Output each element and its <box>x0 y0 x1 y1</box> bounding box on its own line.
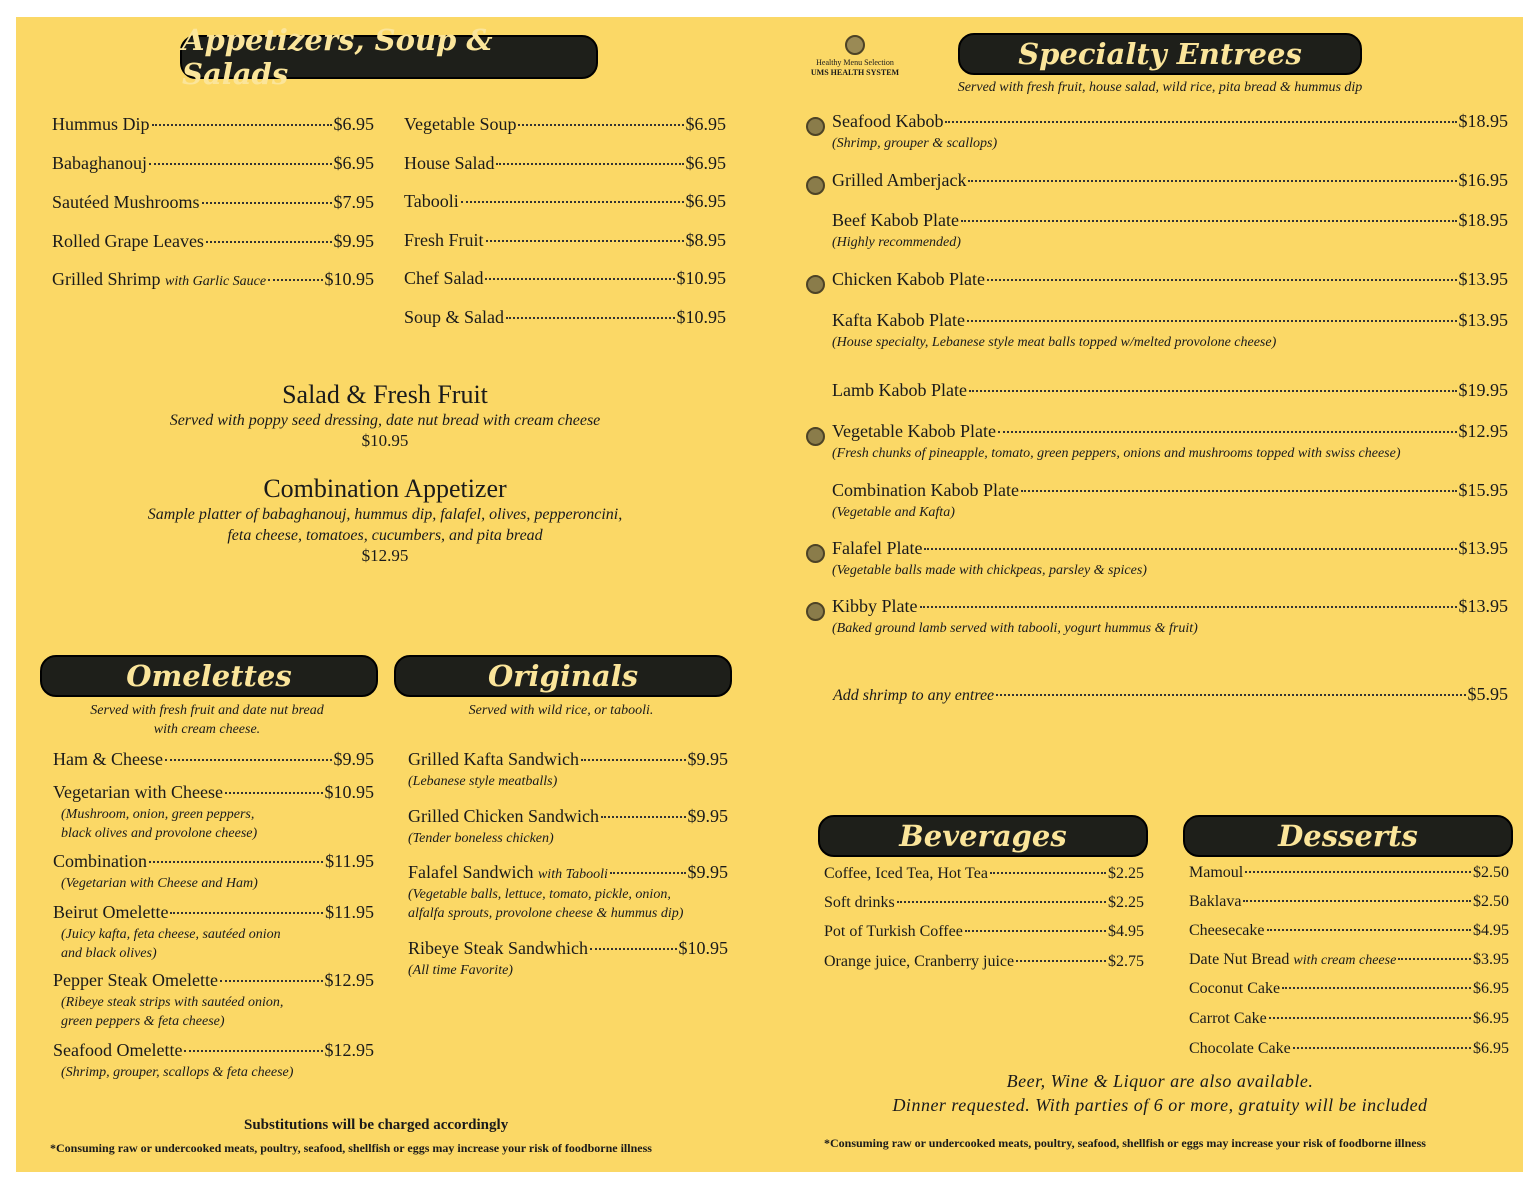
leader-dots <box>1267 929 1471 931</box>
omelette-item <box>53 902 374 923</box>
leader-dots <box>610 872 686 874</box>
combination-appetizer <box>70 474 700 566</box>
item-name <box>824 923 963 941</box>
item-description: alfalfa sprouts, provolone cheese & hummus dip) <box>408 906 684 921</box>
healthy-seal-icon <box>806 275 825 294</box>
item-price: $6.95 <box>333 153 374 173</box>
leader-dots <box>184 1050 322 1052</box>
item-name-text: Grilled Amberjack <box>832 170 967 190</box>
item-name-text: Soup & Salad <box>404 307 505 327</box>
leader-dots <box>1293 1047 1471 1049</box>
leader-dots <box>461 201 684 203</box>
leader-dots <box>601 816 686 818</box>
item-name-text: House Salad <box>404 153 495 173</box>
leader-dots <box>506 317 674 319</box>
item-name-text: Chocolate Cake <box>1189 1040 1291 1057</box>
item-name <box>404 153 494 174</box>
item-name-text: Baklava <box>1189 893 1242 910</box>
item-description: (Shrimp, grouper, scallops & feta cheese) <box>61 1065 294 1080</box>
item-name-text: Coffee, Iced Tea, Hot Tea <box>824 865 988 882</box>
appetizer-item <box>52 192 374 213</box>
item-price: $13.95 <box>1458 538 1508 558</box>
item-name <box>832 111 943 132</box>
dessert-item <box>1189 951 1509 969</box>
item-name <box>832 380 967 401</box>
item-price: $11.95 <box>325 851 374 871</box>
original-item <box>408 806 728 827</box>
item-description: black olives and provolone cheese) <box>61 826 258 841</box>
leader-dots <box>165 759 332 761</box>
dessert-item <box>1189 922 1509 940</box>
soup-salad-item <box>404 153 726 174</box>
item-description: (Vegetable balls, lettuce, tomato, pickle, onion, <box>408 887 671 902</box>
item-name-text: Grilled Chicken Sandwich <box>408 806 599 826</box>
leader-dots <box>485 278 674 280</box>
item-description: (Tender boneless chicken) <box>408 831 554 846</box>
leader-dots <box>924 548 1456 550</box>
item-name <box>824 865 988 883</box>
leader-dots <box>1398 958 1471 960</box>
item-price: $2.25 <box>1108 865 1144 882</box>
item-name-text: Beirut Omelette <box>53 902 169 922</box>
combination-appetizer-desc-2: feta cheese, tomatoes, cucumbers, and pita bread <box>227 527 543 544</box>
entree-item <box>832 596 1508 617</box>
leader-dots <box>149 861 323 863</box>
leader-dots <box>1021 490 1457 492</box>
item-price: $9.95 <box>333 749 374 769</box>
item-name <box>1189 893 1241 911</box>
leader-dots <box>1282 987 1471 989</box>
item-price: $6.95 <box>685 114 726 134</box>
closing-line-1: Beer, Wine & Liquor are also available. <box>1006 1071 1314 1091</box>
item-name <box>408 938 588 959</box>
closing-line-2: Dinner requested. With parties of 6 or more, gratuity will be included <box>892 1095 1428 1115</box>
entree-item <box>832 210 1508 231</box>
item-name-text: Chicken Kabob Plate <box>832 269 985 289</box>
item-description: (Mushroom, onion, green peppers, <box>61 807 255 822</box>
item-price: $9.95 <box>687 862 728 882</box>
leader-dots <box>206 241 332 243</box>
item-name <box>1189 922 1265 940</box>
item-name <box>53 1040 182 1061</box>
item-name <box>52 269 266 290</box>
item-price: $12.95 <box>324 970 374 990</box>
leader-dots <box>149 163 332 165</box>
omelettes-header: Omelettes <box>40 655 378 697</box>
item-name-text: Pot of Turkish Coffee <box>824 923 963 940</box>
item-name-extra: with Tabooli <box>537 867 608 882</box>
item-name <box>1189 1010 1267 1028</box>
item-price: $2.50 <box>1473 864 1509 881</box>
item-name <box>832 480 1019 501</box>
item-name <box>408 806 599 827</box>
entree-item <box>832 421 1508 442</box>
beverage-item <box>824 894 1144 912</box>
leader-dots <box>202 202 332 204</box>
original-item <box>408 938 728 959</box>
leader-dots <box>152 124 332 126</box>
item-name-text: Babaghanouj <box>52 153 147 173</box>
item-price: $6.95 <box>1473 980 1509 997</box>
original-item <box>408 862 728 883</box>
appetizer-item <box>52 269 374 290</box>
item-description: (Fresh chunks of pineapple, tomato, green peppers, onions and mushrooms topped with swiss cheese) <box>832 446 1401 461</box>
item-price: $18.95 <box>1458 111 1508 131</box>
dessert-item <box>1189 1040 1509 1058</box>
leader-dots <box>268 279 322 281</box>
leader-dots <box>996 694 1465 696</box>
leader-dots <box>1243 900 1471 902</box>
item-name-text: Combination <box>53 851 147 871</box>
item-description: green peppers & feta cheese) <box>61 1014 225 1029</box>
item-name <box>52 114 150 135</box>
dessert-item <box>1189 893 1509 911</box>
entree-item <box>832 480 1508 501</box>
leader-dots <box>225 792 323 794</box>
item-name-text: Carrot Cake <box>1189 1010 1267 1027</box>
omelettes-subtitle-1: Served with fresh fruit and date nut bread <box>90 703 324 718</box>
item-price: $9.95 <box>333 231 374 251</box>
healthy-seal-icon <box>845 35 865 55</box>
item-name <box>832 421 996 442</box>
substitutions-note: Substitutions will be charged accordingly <box>244 1117 509 1133</box>
omelette-item <box>53 1040 374 1061</box>
salad-fresh-fruit-title: Salad & Fresh Fruit <box>282 380 488 409</box>
item-name <box>53 851 147 872</box>
item-name-text: Tabooli <box>404 191 459 211</box>
closing-note <box>820 1069 1500 1117</box>
item-price: $2.75 <box>1108 953 1144 970</box>
specialty-entrees-subtitle: Served with fresh fruit, house salad, wild rice, pita bread & hummus dip <box>957 80 1363 95</box>
combination-appetizer-desc-1: Sample platter of babaghanouj, hummus dip, falafel, olives, pepperoncini, <box>147 506 623 523</box>
omelette-item <box>53 782 374 803</box>
item-price: $16.95 <box>1458 170 1508 190</box>
entree-item <box>832 310 1508 331</box>
item-price: $10.95 <box>676 307 726 327</box>
combination-appetizer-price: $12.95 <box>361 546 409 565</box>
item-description: (Vegetable and Kafta) <box>832 505 955 520</box>
item-name <box>1189 864 1243 882</box>
foodborne-warning-left: *Consuming raw or undercooked meats, poultry, seafood, shellfish or eggs may increase your risk of foodborne illness <box>50 1141 652 1155</box>
item-name <box>832 210 959 231</box>
item-name-text: Ham & Cheese <box>53 749 163 769</box>
item-name <box>52 192 200 213</box>
item-name-text: Seafood Omelette <box>53 1040 183 1060</box>
item-name <box>824 953 1014 971</box>
item-description: (Juicy kafta, feta cheese, sautéed onion <box>61 927 281 942</box>
item-name-text: Orange juice, Cranberry juice <box>824 953 1015 970</box>
omelette-item <box>53 970 374 991</box>
item-price: $2.50 <box>1473 893 1509 910</box>
item-price: $6.95 <box>1473 1040 1509 1057</box>
salad-fresh-fruit <box>100 380 670 451</box>
item-price: $3.95 <box>1473 951 1509 968</box>
item-price: $6.95 <box>1473 1010 1509 1027</box>
item-price: $18.95 <box>1458 210 1508 230</box>
item-price: $12.95 <box>324 1040 374 1060</box>
item-name-text: Grilled Shrimp <box>52 269 161 289</box>
healthy-menu-logo <box>800 35 910 78</box>
item-price: $13.95 <box>1458 269 1508 289</box>
item-name <box>1189 980 1280 998</box>
item-name-extra: with Garlic Sauce <box>165 274 267 289</box>
entree-item <box>832 380 1508 401</box>
entree-item <box>832 170 1508 191</box>
leader-dots <box>961 220 1457 222</box>
beverage-item <box>824 923 1144 941</box>
addon-shrimp-price: $5.95 <box>1467 684 1508 704</box>
item-description: (Baked ground lamb served with tabooli, yogurt hummus & fruit) <box>832 621 1198 636</box>
item-price: $13.95 <box>1458 596 1508 616</box>
item-name-text: Chef Salad <box>404 268 484 288</box>
item-price: $11.95 <box>325 902 374 922</box>
item-description: (Shrimp, grouper & scallops) <box>832 136 998 151</box>
item-name <box>832 310 965 331</box>
item-name <box>404 307 504 328</box>
omelettes-subtitle-2: with cream cheese. <box>153 722 261 737</box>
leader-dots <box>518 124 683 126</box>
appetizer-item <box>52 153 374 174</box>
item-description: (House specialty, Lebanese style meat balls topped w/melted provolone cheese) <box>832 335 1277 350</box>
item-name <box>52 153 147 174</box>
leader-dots <box>969 390 1457 392</box>
item-name-text: Ribeye Steak Sandwhich <box>408 938 588 958</box>
item-name-text: Fresh Fruit <box>404 230 484 250</box>
item-price: $15.95 <box>1458 480 1508 500</box>
item-name-text: Pepper Steak Omelette <box>53 970 218 990</box>
leader-dots <box>1269 1017 1471 1019</box>
leader-dots <box>220 980 323 982</box>
item-name-text: Falafel Plate <box>832 538 923 558</box>
omelette-item <box>53 851 374 872</box>
entree-item <box>832 111 1508 132</box>
leader-dots <box>486 240 684 242</box>
item-name-text: Beef Kabob Plate <box>832 210 959 230</box>
item-name <box>832 538 922 559</box>
item-name <box>832 269 985 290</box>
item-name <box>52 231 204 252</box>
item-price: $19.95 <box>1458 380 1508 400</box>
item-name <box>404 191 459 212</box>
item-name <box>832 170 966 191</box>
item-description: (Vegetable balls made with chickpeas, parsley & spices) <box>832 563 1147 578</box>
omelette-item <box>53 749 374 770</box>
healthy-seal-icon <box>806 117 825 136</box>
item-name-text: Falafel Sandwich <box>408 862 534 882</box>
logo-line-1: Healthy Menu Selection <box>816 58 894 67</box>
item-description: (Highly recommended) <box>832 235 961 250</box>
appetizer-item <box>52 231 374 252</box>
leader-dots <box>1016 960 1106 962</box>
item-price: $10.95 <box>324 269 374 289</box>
leader-dots <box>998 431 1457 433</box>
original-item <box>408 749 728 770</box>
beverage-item <box>824 865 1144 883</box>
item-name-text: Soft drinks <box>824 894 895 911</box>
item-name-text: Vegetable Soup <box>404 114 517 134</box>
item-price: $8.95 <box>685 230 726 250</box>
soup-salad-item <box>404 268 726 289</box>
soup-salad-item <box>404 114 726 135</box>
leader-dots <box>965 930 1106 932</box>
originals-subtitle: Served with wild rice, or tabooli. <box>468 703 654 718</box>
leader-dots <box>496 163 683 165</box>
item-name-text: Kibby Plate <box>832 596 918 616</box>
healthy-seal-icon <box>806 602 825 621</box>
item-name-text: Vegetarian with Cheese <box>53 782 223 802</box>
item-name-text: Vegetable Kabob Plate <box>832 421 996 441</box>
appetizers-header: Appetizers, Soup & Salads <box>180 35 598 79</box>
dessert-item <box>1189 1010 1509 1028</box>
leader-dots <box>987 279 1457 281</box>
healthy-seal-icon <box>806 176 825 195</box>
leader-dots <box>990 872 1106 874</box>
item-name <box>53 749 163 770</box>
item-price: $4.95 <box>1108 923 1144 940</box>
soup-salad-item <box>404 230 726 251</box>
item-name <box>408 749 579 770</box>
item-name-text: Cheesecake <box>1189 922 1265 939</box>
soup-salad-item <box>404 191 726 212</box>
leader-dots <box>967 320 1457 322</box>
leader-dots <box>1245 871 1471 873</box>
entree-item <box>832 269 1508 290</box>
item-name-text: Sautéed Mushrooms <box>52 192 200 212</box>
item-description: (Lebanese style meatballs) <box>408 774 558 789</box>
leader-dots <box>590 948 677 950</box>
item-name-text: Mamoul <box>1189 864 1244 881</box>
item-price: $10.95 <box>678 938 728 958</box>
appetizer-item <box>52 114 374 135</box>
item-name <box>404 114 516 135</box>
item-name <box>1189 1040 1291 1058</box>
item-price: $12.95 <box>1458 421 1508 441</box>
item-description: (All time Favorite) <box>408 963 513 978</box>
dessert-item <box>1189 980 1509 998</box>
item-name <box>1189 951 1396 969</box>
entree-item <box>832 538 1508 559</box>
item-name <box>832 596 918 617</box>
item-description: (Ribeye steak strips with sautéed onion, <box>61 995 284 1010</box>
leader-dots <box>920 606 1457 608</box>
desserts-header: Desserts <box>1183 815 1513 857</box>
item-price: $13.95 <box>1458 310 1508 330</box>
item-name <box>404 230 484 251</box>
combination-appetizer-title: Combination Appetizer <box>263 474 507 503</box>
salad-fresh-fruit-price: $10.95 <box>361 431 409 450</box>
item-price: $10.95 <box>324 782 374 802</box>
item-name-text: Date Nut Bread <box>1189 951 1290 968</box>
leader-dots <box>897 901 1106 903</box>
healthy-seal-icon <box>806 427 825 446</box>
addon-shrimp-name: Add shrimp to any entree <box>833 687 995 704</box>
item-name-text: Lamb Kabob Plate <box>832 380 967 400</box>
soup-salad-item <box>404 307 726 328</box>
item-name <box>53 782 223 803</box>
item-price: $2.25 <box>1108 894 1144 911</box>
logo-line-2: UMS HEALTH SYSTEM <box>810 68 900 77</box>
item-name-text: Hummus Dip <box>52 114 150 134</box>
item-name-text: Grilled Kafta Sandwich <box>408 749 579 769</box>
item-name <box>53 970 218 991</box>
beverages-header: Beverages <box>818 815 1148 857</box>
originals-header: Originals <box>394 655 732 697</box>
item-price: $6.95 <box>685 191 726 211</box>
leader-dots <box>945 121 1456 123</box>
leader-dots <box>968 180 1456 182</box>
item-description: (Vegetarian with Cheese and Ham) <box>61 876 258 891</box>
item-name <box>408 862 608 883</box>
foodborne-warning-right: *Consuming raw or undercooked meats, poultry, seafood, shellfish or eggs may increase your risk of foodborne illness <box>824 1136 1426 1150</box>
item-name-text: Coconut Cake <box>1189 980 1281 997</box>
item-price: $6.95 <box>333 114 374 134</box>
item-price: $9.95 <box>687 806 728 826</box>
leader-dots <box>581 759 686 761</box>
item-price: $10.95 <box>676 268 726 288</box>
item-name-text: Seafood Kabob <box>832 111 944 131</box>
dessert-item <box>1189 864 1509 882</box>
salad-fresh-fruit-desc: Served with poppy seed dressing, date nut bread with cream cheese <box>169 412 601 429</box>
item-name-text: Rolled Grape Leaves <box>52 231 204 251</box>
specialty-entrees-header: Specialty Entrees <box>958 33 1362 75</box>
item-name <box>824 894 895 912</box>
item-price: $9.95 <box>687 749 728 769</box>
addon-shrimp <box>833 684 1508 705</box>
item-name-text: Combination Kabob Plate <box>832 480 1019 500</box>
item-name <box>53 902 168 923</box>
item-description: and black olives) <box>61 946 157 961</box>
leader-dots <box>170 912 323 914</box>
item-name-extra: with cream cheese <box>1293 953 1397 968</box>
item-price: $7.95 <box>333 192 374 212</box>
beverage-item <box>824 953 1144 971</box>
item-price: $6.95 <box>685 153 726 173</box>
item-name <box>404 268 483 289</box>
item-price: $4.95 <box>1473 922 1509 939</box>
item-name-text: Kafta Kabob Plate <box>832 310 965 330</box>
healthy-seal-icon <box>806 544 825 563</box>
